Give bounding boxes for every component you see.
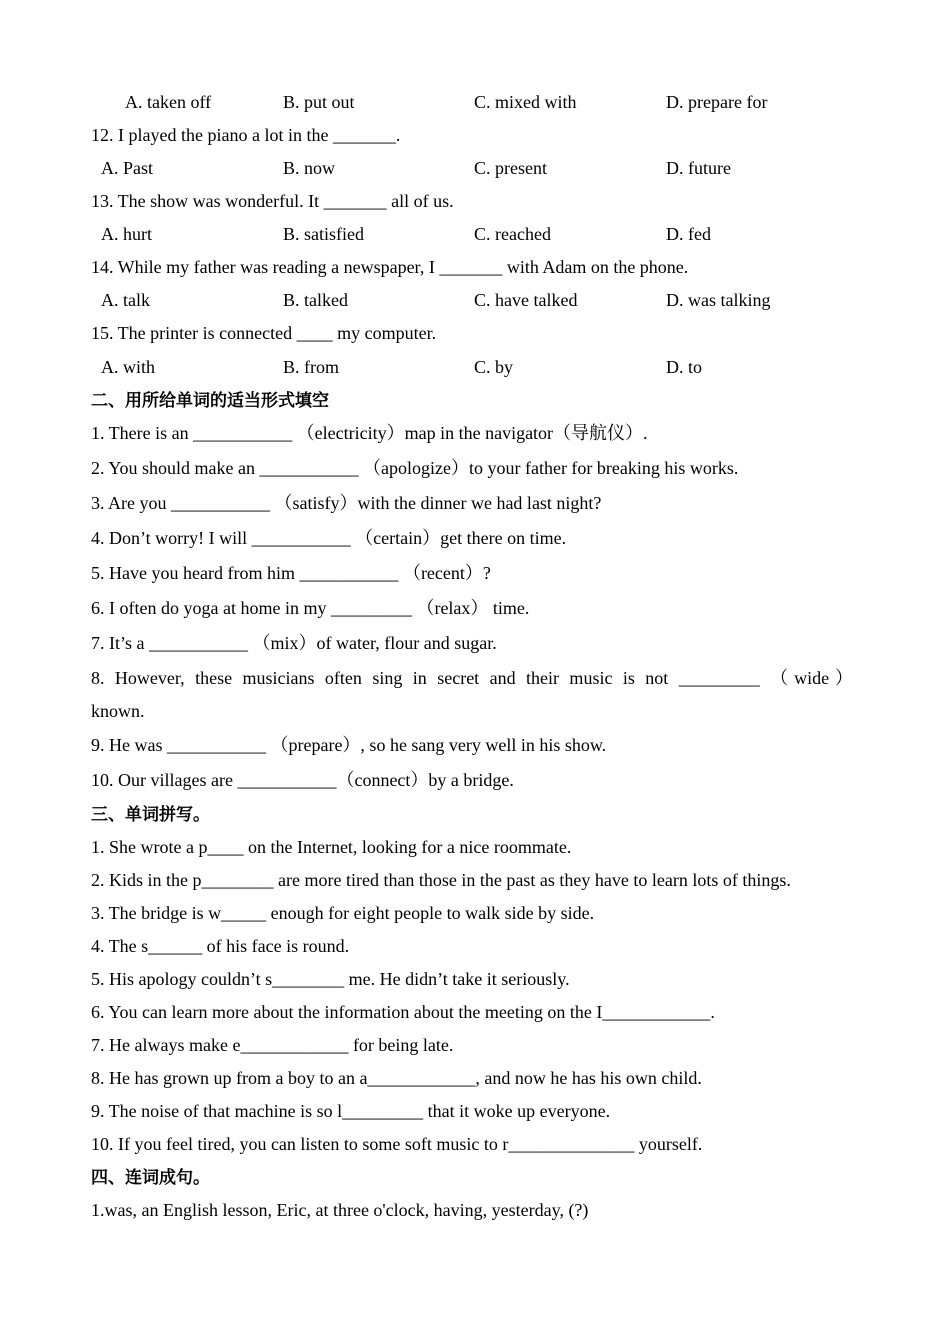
question-options — [0, 356, 950, 378]
question-stem: 12. I played the piano a lot in the _______. — [91, 125, 401, 145]
exercise-item: 8. However, these musicians often sing in secret and their music is not _________ （wide） — [91, 668, 853, 688]
exercise-item: 2. Kids in the p________ are more tired than those in the past as they have to learn lots of things. — [91, 870, 791, 890]
option-a: A. talk — [101, 290, 150, 310]
exercise-item: 10. If you feel tired, you can listen to some soft music to r______________ yourself. — [91, 1134, 703, 1154]
section-heading: 四、连词成句。 — [91, 1168, 210, 1188]
exercise-item: 1.was, an English lesson, Eric, at three o'clock, having, yesterday, (?) — [91, 1200, 589, 1220]
exercise-item: 4. The s______ of his face is round. — [91, 936, 350, 956]
exercise-item: 2. You should make an ___________ （apologize）to your father for breaking his works. — [91, 458, 739, 478]
exercise-item: 3. The bridge is w_____ enough for eight people to walk side by side. — [91, 903, 595, 923]
option-d: D. to — [666, 357, 702, 377]
question-options — [0, 289, 950, 311]
exercise-item: 7. He always make e____________ for being late. — [91, 1035, 454, 1055]
question-stem: 13. The show was wonderful. It _______ all of us. — [91, 191, 454, 211]
exercise-item: 3. Are you ___________ （satisfy）with the dinner we had last night? — [91, 493, 602, 513]
q11-options — [0, 91, 950, 113]
exercise-item: 4. Don’t worry! I will ___________ （certain）get there on time. — [91, 528, 567, 548]
option-c: C. by — [474, 357, 514, 377]
option-b: B. now — [283, 158, 336, 178]
option-a: A. hurt — [101, 224, 152, 244]
exercise-item: 8. He has grown up from a boy to an a____________, and now he has his own child. — [91, 1068, 702, 1088]
question-options — [0, 157, 950, 179]
exercise-item: 6. You can learn more about the information about the meeting on the I____________. — [91, 1002, 715, 1022]
exercise-item: 7. It’s a ___________ （mix）of water, flour and sugar. — [91, 633, 497, 653]
option-d: D. future — [666, 158, 731, 178]
question-options — [0, 223, 950, 245]
option-c: C. present — [474, 158, 547, 178]
option-d: D. was talking — [666, 290, 771, 310]
option-d: D. prepare for — [666, 92, 768, 112]
exercise-item: 10. Our villages are ___________（connect）by a bridge. — [91, 770, 514, 790]
exercise-item: 6. I often do yoga at home in my _________ （relax） time. — [91, 598, 530, 618]
exercise-item: 1. She wrote a p____ on the Internet, looking for a nice roommate. — [91, 837, 572, 857]
option-b: B. from — [283, 357, 339, 377]
exercise-item-continuation: known. — [91, 701, 145, 721]
option-a: A. Past — [101, 158, 154, 178]
exercise-item: 9. The noise of that machine is so l_________ that it woke up everyone. — [91, 1101, 611, 1121]
option-b: B. talked — [283, 290, 348, 310]
exercise-item: 5. His apology couldn’t s________ me. He didn’t take it seriously. — [91, 969, 570, 989]
exercise-item: 9. He was ___________ （prepare）, so he sang very well in his show. — [91, 735, 607, 755]
option-b: B. satisfied — [283, 224, 364, 244]
option-c: C. mixed with — [474, 92, 577, 112]
exercise-item: 1. There is an ___________ （electricity）map in the navigator（导航仪）. — [91, 423, 648, 443]
section-heading: 三、单词拼写。 — [91, 805, 210, 825]
option-c: C. reached — [474, 224, 551, 244]
option-a: A. taken off — [125, 92, 212, 112]
section-heading: 二、用所给单词的适当形式填空 — [91, 391, 329, 411]
question-stem: 14. While my father was reading a newspaper, I _______ with Adam on the phone. — [91, 257, 689, 277]
option-a: A. with — [101, 357, 155, 377]
option-c: C. have talked — [474, 290, 578, 310]
exercise-item: 5. Have you heard from him ___________ （recent）? — [91, 563, 491, 583]
option-d: D. fed — [666, 224, 711, 244]
option-b: B. put out — [283, 92, 355, 112]
question-stem: 15. The printer is connected ____ my computer. — [91, 323, 437, 343]
